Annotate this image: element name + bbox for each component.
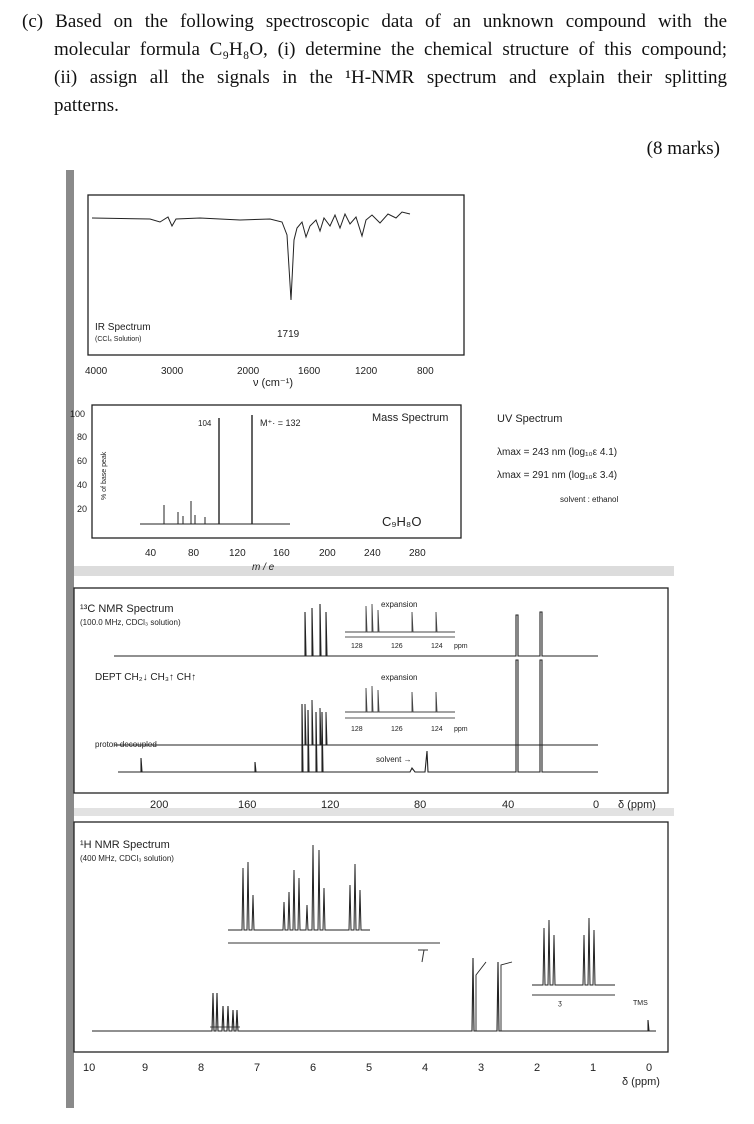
c13-xtick-40: 40	[502, 799, 515, 811]
dept-exp-tick: 124	[431, 726, 443, 733]
c13-exp-tick: ppm	[454, 643, 468, 650]
c13-expansion-label: expansion	[381, 600, 418, 609]
c13-axis-label: δ (ppm)	[618, 799, 656, 811]
h1-axis-label: δ (ppm)	[622, 1076, 660, 1088]
uv-line-2: λmax = 291 nm (log₁₀ε 3.4)	[497, 470, 618, 481]
c13-nmr-spectrum	[74, 588, 668, 811]
marks-label: (8 marks)	[646, 138, 720, 159]
ms-peak-104-label: 104	[198, 419, 212, 428]
h1-xtick: 7	[254, 1062, 261, 1074]
question-line-4: patterns.	[54, 95, 119, 116]
h1-xtick: 6	[310, 1062, 317, 1074]
ir-axis-label: ν (cm⁻¹)	[253, 377, 294, 389]
ms-xtick-40: 40	[145, 548, 157, 559]
h1-xtick: 10	[83, 1062, 96, 1074]
ir-tick-4000: 4000	[85, 366, 108, 377]
ms-xlabel: m / e	[252, 562, 275, 573]
page-fold-shadow	[74, 566, 674, 576]
c13-title: ¹³C NMR Spectrum	[80, 603, 174, 615]
ms-xtick-80: 80	[188, 548, 200, 559]
h1-nmr-spectrum	[74, 822, 668, 1088]
question-label: (c)	[22, 11, 44, 32]
c13-exp-tick: 124	[431, 643, 443, 650]
ms-ytick-20: 20	[77, 504, 88, 514]
c13-xtick-200: 200	[150, 799, 169, 811]
ir-peak-label: 1719	[277, 329, 300, 340]
h1-xtick: 1	[590, 1062, 597, 1074]
ir-subtitle: (CCl₄ Solution)	[95, 336, 142, 343]
c13-solvent-label: solvent →	[376, 755, 412, 764]
c13-xtick-120: 120	[321, 799, 340, 811]
c13-xtick-0: 0	[593, 799, 600, 811]
h1-xtick: 2	[534, 1062, 541, 1074]
dept-trace	[114, 700, 598, 745]
h1-title: ¹H NMR Spectrum	[80, 839, 170, 851]
uv-solvent: solvent : ethanol	[560, 495, 619, 504]
dept-exp-tick: 126	[391, 726, 403, 733]
h1-xtick: 8	[198, 1062, 205, 1074]
ms-ylabel: % of base peak	[101, 451, 108, 500]
ir-title: IR Spectrum	[95, 322, 151, 333]
ms-xtick-240: 240	[364, 548, 381, 559]
c13-exp-tick: 126	[391, 643, 403, 650]
question-line-3: (ii) assign all the signals in the ¹H-NMR spectrum and explain their splitting	[54, 67, 727, 88]
h1-integral-curve-1	[476, 962, 486, 1031]
ms-molecular-ion-label: M⁺· = 132	[260, 418, 301, 428]
h1-xtick: 9	[142, 1062, 149, 1074]
dept-expansion-trace	[345, 686, 455, 712]
ms-title: Mass Spectrum	[372, 412, 449, 424]
dept-exp-tick: 128	[351, 726, 363, 733]
ms-xtick-280: 280	[409, 548, 426, 559]
question-line-2: molecular formula C₉H₈O, (i) determine the chemical structure of this compound;	[54, 39, 727, 60]
c13-xtick-80: 80	[414, 799, 427, 811]
ir-trace	[92, 212, 410, 300]
h1-tms-label: TMS	[633, 1000, 648, 1007]
ms-ytick-100: 100	[70, 409, 86, 419]
mass-spectrum	[70, 405, 461, 573]
dept-label: DEPT CH₂↓ CH₃↑ CH↑	[95, 672, 197, 683]
proton-decoupled-label: proton decoupled	[95, 740, 157, 749]
h1-xtick: 0	[646, 1062, 653, 1074]
ms-xtick-160: 160	[273, 548, 290, 559]
ms-xtick-120: 120	[229, 548, 246, 559]
c13-subtitle: (100.0 MHz, CDCl₃ solution)	[80, 618, 181, 627]
dept-expansion-label: expansion	[381, 673, 418, 682]
h1-xtick: 5	[366, 1062, 373, 1074]
c13-exp-tick: 128	[351, 643, 363, 650]
ms-ytick-60: 60	[77, 456, 88, 466]
ms-ytick-40: 40	[77, 480, 88, 490]
ir-tick-800: 800	[417, 366, 434, 377]
ms-ytick-80: 80	[77, 432, 88, 442]
ir-tick-2000: 2000	[237, 366, 260, 377]
dept-exp-tick: ppm	[454, 726, 468, 733]
h1-aromatic-expansion-trace	[228, 845, 370, 930]
h1-aliphatic-expansion-trace	[532, 918, 615, 985]
uv-line-1: λmax = 243 nm (log₁₀ε 4.1)	[497, 447, 618, 458]
h1-integral-mark-2: ʒ	[558, 1000, 562, 1007]
ir-tick-3000: 3000	[161, 366, 184, 377]
ir-tick-1200: 1200	[355, 366, 378, 377]
uv-title: UV Spectrum	[497, 413, 563, 425]
page-binding-shadow	[66, 170, 74, 1108]
ir-tick-1600: 1600	[298, 366, 321, 377]
h1-xtick: 3	[478, 1062, 485, 1074]
h1-integral-curve-2	[501, 962, 512, 1031]
ms-formula: C₉H₈O	[382, 514, 422, 529]
h1-xtick: 4	[422, 1062, 429, 1074]
h1-subtitle: (400 MHz, CDCl₃ solution)	[80, 854, 174, 863]
h1-integral-mark	[418, 950, 428, 962]
c13-xtick-160: 160	[238, 799, 257, 811]
ir-spectrum	[85, 195, 464, 389]
ms-xtick-200: 200	[319, 548, 336, 559]
question-line-1: (c) Based on the following spectroscopic data of an unknown compound with the	[22, 11, 728, 32]
uv-spectrum	[497, 413, 618, 504]
